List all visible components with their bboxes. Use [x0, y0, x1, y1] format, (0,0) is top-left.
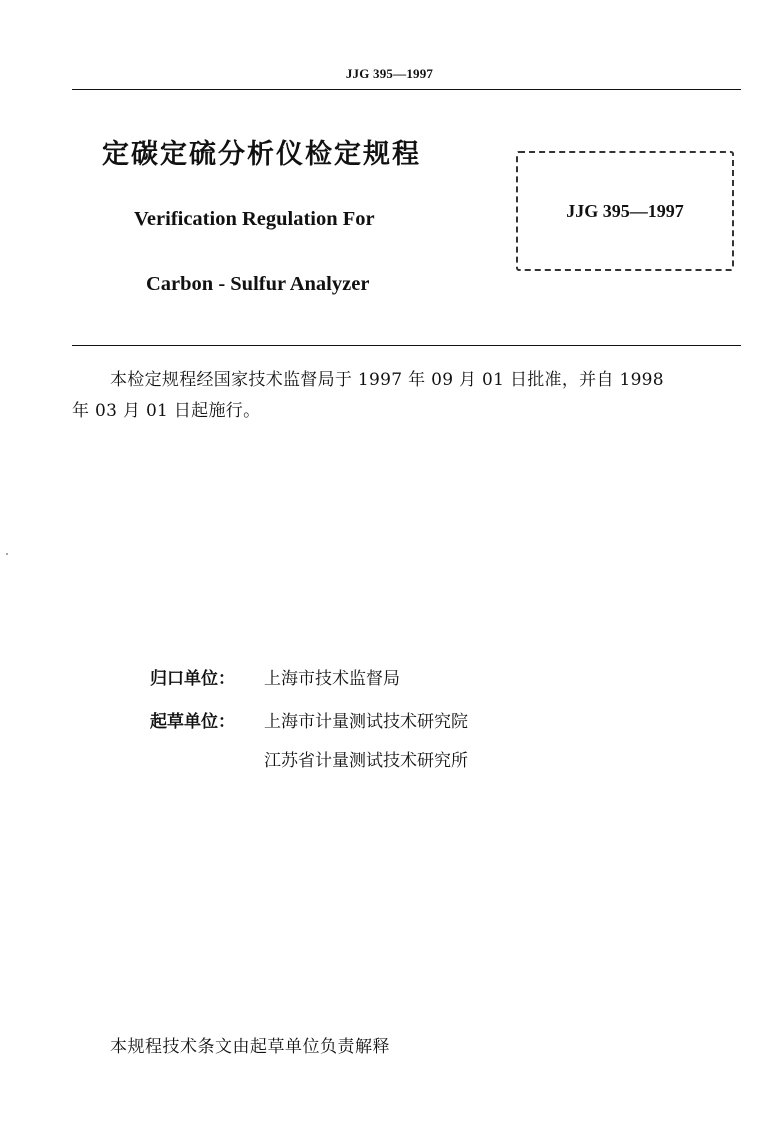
responsible-unit-org: 上海市技术监督局 — [264, 669, 400, 689]
title-english-line2: Carbon - Sulfur Analyzer — [146, 273, 370, 295]
title-english-line1: Verification Regulation For — [134, 208, 375, 230]
approval-line-2: 年 03 月 01 日起施行。 — [72, 401, 261, 421]
approval-line-1: 本检定规程经国家技术监督局于 1997 年 09 月 01 日批准，并自 1998 — [110, 370, 664, 390]
drafting-unit-label: 起草单位： — [150, 712, 235, 732]
standard-code-box — [516, 151, 734, 271]
responsible-unit-label: 归口单位： — [150, 669, 235, 689]
header-rule — [72, 89, 741, 90]
drafting-unit-org-1: 上海市计量测试技术研究院 — [264, 712, 468, 732]
title-chinese: 定碳定硫分析仪检定规程 — [102, 139, 421, 170]
drafting-unit-org-2: 江苏省计量测试技术研究所 — [264, 751, 468, 771]
scan-speck — [6, 553, 8, 555]
interpretation-note: 本规程技术条文由起草单位负责解释 — [110, 1037, 390, 1057]
header-code: JJG 395—1997 — [345, 66, 434, 81]
standard-code: JJG 395—1997 — [566, 200, 684, 221]
title-rule — [72, 345, 741, 346]
